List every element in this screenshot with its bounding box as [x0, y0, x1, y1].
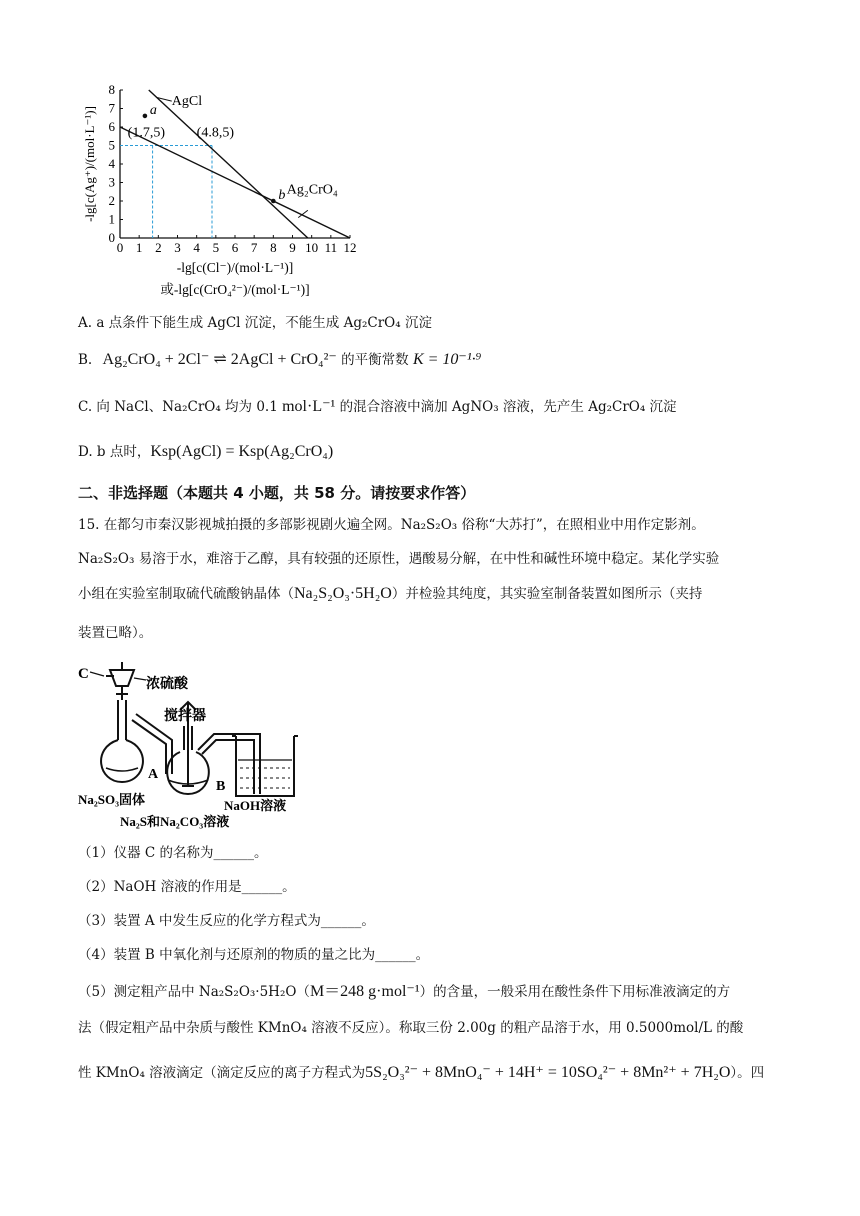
label-acid: 浓硫酸: [146, 677, 188, 692]
x-tick-label: 0: [116, 240, 124, 255]
q15-line3: [78, 584, 702, 604]
option-d: [78, 442, 333, 462]
subq-5-line2: 法（假定粗产品中杂质与酸性 KMnO₄ 溶液不反应）。称取三份 2.00g 的粗产品溶于水，用 0.5000mol/L 的酸: [78, 1020, 744, 1036]
x-tick-label: 7: [250, 240, 258, 255]
option-b-suffix: 的平衡常数: [336, 352, 413, 368]
flask-a: [101, 740, 143, 782]
y-axis-label: -lg[c(Ag⁺)/(mol·L⁻¹)]: [82, 106, 97, 222]
label-na2so3: Na₂SO₃固体: [78, 792, 146, 807]
option-a: A. a 点条件下能生成 AgCl 沉淀，不能生成 Ag₂CrO₄ 沉淀: [78, 315, 432, 331]
subq-5-molar-mass: M＝248 g·mol⁻¹: [309, 983, 420, 1000]
option-c: [78, 397, 677, 417]
y-tick-label: 7: [108, 100, 115, 116]
ksp-chart: [70, 80, 390, 305]
x-tick-label: 1: [135, 240, 143, 255]
point-label: a: [149, 102, 157, 118]
option-d-prefix: D. b 点时，: [78, 444, 151, 460]
q15-line3-a: 小组在实验室制取硫代硫酸钠晶体（: [78, 586, 294, 602]
subq-5-line1: [78, 982, 730, 1002]
option-b: [78, 350, 481, 370]
section-title: 二、非选择题（本题共 4 小题，共 58 分。请按要求作答）: [78, 484, 476, 502]
option-c-part2: 的混合溶液中滴加 AgNO₃ 溶液，先产生 Ag₂CrO₄ 沉淀: [335, 399, 677, 415]
x-tick-label: 10: [305, 240, 319, 255]
y-tick-label: 2: [108, 193, 115, 208]
y-tick-label: 4: [108, 156, 115, 171]
data-point: [143, 114, 148, 119]
x-tick-label: 12: [343, 240, 357, 255]
option-d-equation: Ksp(AgCl) = Ksp(Ag₂CrO₄): [150, 443, 334, 460]
option-c-part1: C. 向 NaCl、Na₂CrO₄ 均为 0.1: [78, 399, 283, 415]
q15-line1: 15. 在都匀市秦汉影视城拍摄的多部影视剧火遍全网。Na₂S₂O₃ 俗称“大苏打”，在照相业中用作定影剂。: [78, 517, 705, 533]
q15-line4: 装置已略）。: [78, 625, 153, 641]
point-label: b: [278, 188, 286, 203]
subq-4: （4）装置 B 中氧化剂与还原剂的物质的量之比为______。: [78, 947, 430, 963]
subq-5-equation: 5S₂O₃²⁻ + 8MnO₄⁻ + 14H⁺ = 10SO₄²⁻ + 8Mn²⁺ + 7H₂O: [365, 1064, 731, 1081]
y-tick-label: 8: [108, 82, 115, 97]
option-b-k: K = 10⁻¹·⁹: [412, 351, 482, 368]
subq-5-line3-b: ）。四: [730, 1065, 765, 1081]
y-tick-label: 5: [108, 137, 115, 153]
x-tick-label: 2: [155, 240, 162, 255]
annotation-label: (1.7,5): [127, 125, 165, 141]
x-tick-label: 5: [212, 240, 220, 255]
option-b-equation: Ag₂CrO₄ + 2Cl⁻ ⇌ 2AgCl + CrO₄²⁻: [102, 351, 337, 368]
x-tick-label: 9: [289, 240, 296, 255]
q15-line2: Na₂S₂O₃ 易溶于水，难溶于乙醇，具有较强的还原性，遇酸易分解，在中性和碱性环境中稳定。某化学实验: [78, 551, 720, 567]
label-naoh: NaOH溶液: [224, 798, 287, 813]
option-c-unit: mol·L⁻¹: [282, 398, 336, 415]
subq-3: （3）装置 A 中发生反应的化学方程式为______。: [78, 913, 375, 929]
subq-1: （1）仪器 C 的名称为______。: [78, 845, 268, 861]
beaker: [236, 736, 294, 796]
y-tick-label: 6: [108, 119, 115, 134]
subq-5-line1-a: （5）测定粗产品中 Na₂S₂O₃·5H₂O（: [78, 984, 310, 1000]
subq-5-line3: [78, 1063, 764, 1083]
label-mix: Na₂S和Na₂CO₃溶液: [120, 814, 230, 829]
y-tick-label: 0: [108, 230, 115, 245]
apparatus-diagram: [76, 656, 308, 832]
subq-5-line3-a: 性 KMnO₄ 溶液滴定（滴定反应的离子方程式为: [78, 1065, 366, 1081]
x-tick-label: 4: [193, 240, 200, 255]
label-a: A: [148, 767, 159, 782]
label-b: B: [216, 779, 226, 794]
data-point: [271, 199, 276, 204]
y-tick-label: 3: [108, 174, 115, 190]
q15-line3-b: ）并检验其纯度，其实验室制备装置如图所示（夹持: [391, 586, 703, 602]
x-tick-label: 6: [231, 240, 239, 255]
subq-5-line1-b: ）的含量，一般采用在酸性条件下用标准液滴定的方: [419, 984, 731, 1000]
x-tick-label: 3: [174, 240, 181, 255]
funnel-bulb: [110, 670, 134, 686]
series-label-ag2cro4: Ag₂CrO₄: [286, 182, 338, 198]
x-axis-label: -lg[c(Cl⁻)/(mol·L⁻¹)]: [176, 260, 294, 275]
option-b-prefix: B.: [78, 352, 93, 368]
series-line: [149, 90, 308, 238]
x-tick-label: 11: [324, 240, 338, 255]
label-c: C: [78, 666, 89, 682]
x-axis-label-alt: 或-lg[c(CrO₄²⁻)/(mol·L⁻¹)]: [160, 282, 310, 297]
x-tick-label: 8: [270, 240, 277, 255]
y-tick-label: 1: [108, 211, 115, 227]
series-label-agcl: AgCl: [171, 93, 203, 109]
label-stirrer: 搅拌器: [164, 709, 206, 724]
annotation-label: (4.8,5): [196, 125, 234, 141]
q15-formula: Na₂S₂O₃·5H₂O: [294, 585, 392, 602]
subq-2: （2）NaOH 溶液的作用是______。: [78, 879, 296, 895]
